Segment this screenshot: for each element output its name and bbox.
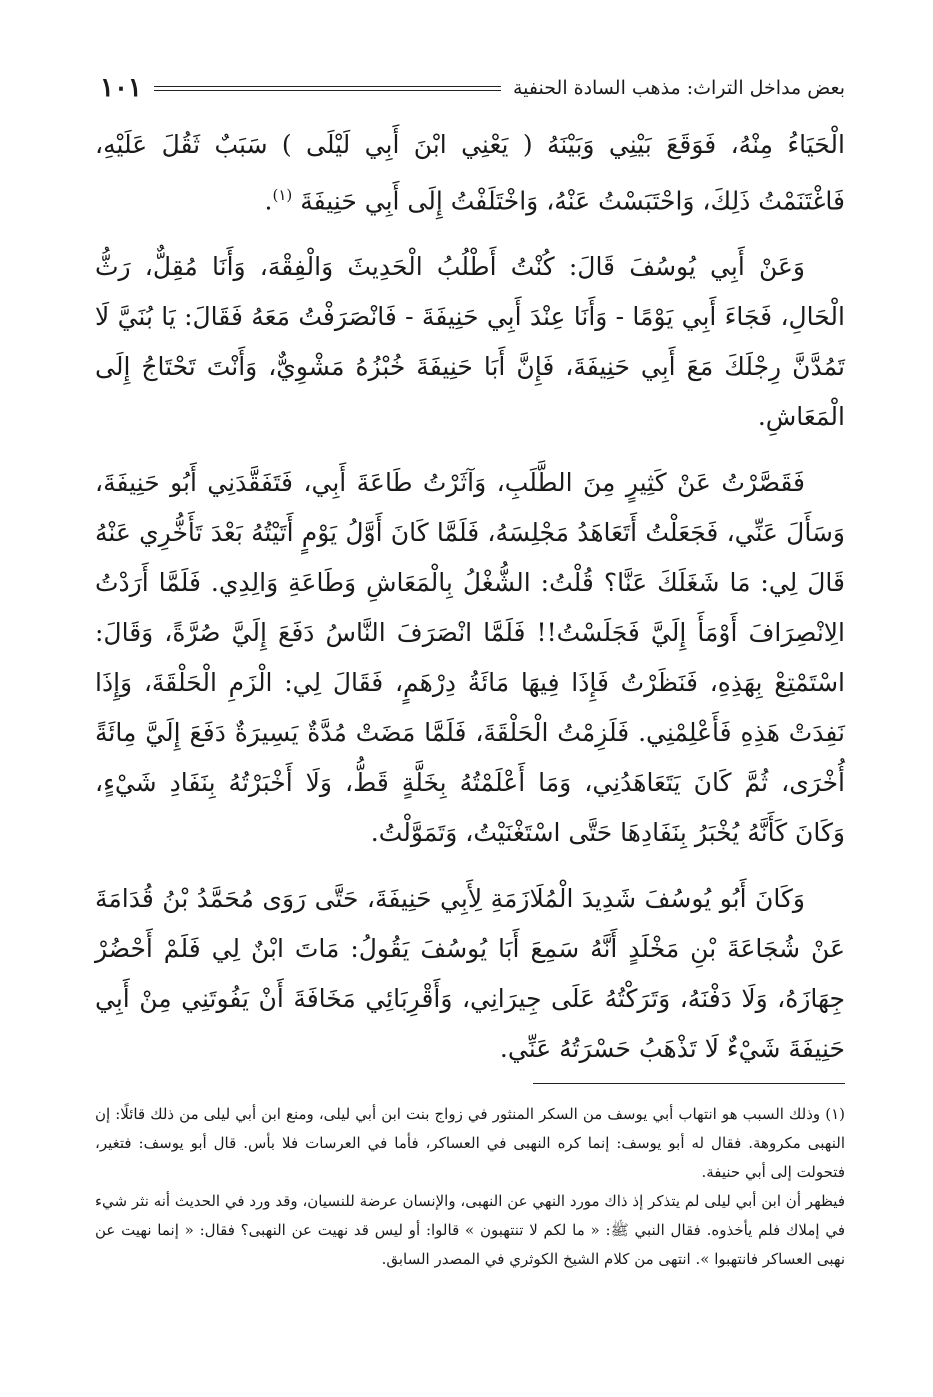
paragraph-4: وَكَانَ أَبُو يُوسُفَ شَدِيدَ الْمُلَازَمَةِ لِأَبِي حَنِيفَةَ، حَتَّى رَوَى مُحَمَّدُ بْنُ قُدَامَةَ عَنْ شُجَاعَةَ بْنِ مَخْلَدٍ أَنَّهُ سَمِعَ أَبَا يُوسُفَ يَقُولُ: مَاتَ ابْنٌ لِي فَلَمْ أَحْضُرْ جِهَازَهُ، وَلَا دَفْنَهُ، وَتَرَكْتُهُ عَلَى جِيرَانِي، وَأَقْرِبَائِي مَخَافَةَ أَنْ يَفُوتَنِي مِنْ أَبِي حَنِيفَةَ شَيْءٌ لَا تَذْهَبُ حَسْرَتُهُ عَنِّي. bbox=[95, 884, 845, 1064]
footnote-1-continued: فيظهر أن ابن أبي ليلى لم يتذكر إذ ذاك مورد النهي عن النهبى، والإنسان عرضة للنسيان، وقد ورد في الحديث أنه نثر شيء في إملاك فلم يأخذوه. فقال النبي ﷺ: « ما لكم لا تنتهبون » قالوا: أو ليس قد نهيت عن النهبى؟ فقال: « إنما نهيت عن نهبى العساكر فانتهبوا ». انتهى من كلام الشيخ الكوثري في المصدر السابق. bbox=[95, 1192, 845, 1268]
page-number: ١٠١ bbox=[100, 73, 142, 103]
header-rule bbox=[154, 86, 501, 91]
paragraph-2: وَعَنْ أَبِي يُوسُفَ قَالَ: كُنْتُ أَطْلُبُ الْحَدِيثَ وَالْفِقْهَ، وَأَنَا مُقِلٌّ، رَثُّ الْحَالِ، فَجَاءَ أَبِي يَوْمًا - وَأَنَا عِنْدَ أَبِي حَنِيفَةَ - فَانْصَرَفْتُ مَعَهُ فَقَالَ: يَا بُنَيَّ لَا تَمُدَّنَّ رِجْلَكَ مَعَ أَبِي حَنِيفَةَ، فَإِنَّ أَبَا حَنِيفَةَ خُبْزُهُ مَشْوِيٌّ، وَأَنْتَ تَحْتَاجُ إِلَى الْمَعَاشِ. bbox=[95, 252, 845, 432]
paragraph-3: فَقَصَّرْتُ عَنْ كَثِيرٍ مِنَ الطَّلَبِ، وَآثَرْتُ طَاعَةَ أَبِي، فَتَفَقَّدَنِي أَبُو حَنِيفَةَ، وَسَأَلَ عَنِّي، فَجَعَلْتُ أَتَعَاهَدُ مَجْلِسَهُ، فَلَمَّا كَانَ أَوَّلُ يَوْمٍ أَتَيْتُهُ بَعْدَ تَأَخُّرِي عَنْهُ قَالَ لِي: مَا شَغَلَكَ عَنَّا؟ قُلْتُ: الشُّغْلُ بِالْمَعَاشِ وَطَاعَةِ وَالِدِي. فَلَمَّا أَرَدْتُ الِانْصِرَافَ أَوْمَأَ إِلَيَّ فَجَلَسْتُ!! فَلَمَّا انْصَرَفَ النَّاسُ دَفَعَ إِلَيَّ صُرَّةً، وَقَالَ: اسْتَمْتِعْ بِهَذِهِ، فَنَظَرْتُ فَإِذَا فِيهَا مَائَةُ دِرْهَمٍ، فَقَالَ لِي: الْزَمِ الْحَلْقَةَ، وَإِذَا نَفِدَتْ هَذِهِ فَأَعْلِمْنِي. فَلَزِمْتُ الْحَلْقَةَ، فَلَمَّا مَضَتْ مُدَّةٌ يَسِيرَةٌ دَفَعَ إِلَيَّ مِائَةً أُخْرَى، ثُمَّ كَانَ يَتَعَاهَدُنِي، وَمَا أَعْلَمْتُهُ بِخَلَّةٍ قَطُّ، وَلَا أَخْبَرْتُهُ بِنَفَادِ شَيْءٍ، وَكَانَ كَأَنَّهُ يُخْبَرُ بِنَفَادِهَا حَتَّى اسْتَغْنَيْتُ، وَتَمَوَّلْتُ. bbox=[95, 468, 845, 848]
footnotes bbox=[95, 1100, 845, 1274]
running-title: بعض مداخل التراث: مذهب السادة الحنفية bbox=[513, 77, 845, 99]
main-text bbox=[95, 120, 845, 1090]
footnote-reference: (١) bbox=[272, 186, 293, 204]
footnote-1: (١) وذلك السبب هو انتهاب أبي يوسف من السكر المنثور في زواج بنت ابن أبي ليلى، ومنع ابن أبي ليلى من ذلك قائلًا: إن النهبى مكروهة. فقال له أبو يوسف: إنما كره النهبى في العساكر، فأما في العرسات فلا بأس. قال أبو يوسف: فتغير، فتحولت إلى أبي حنيفة. bbox=[95, 1105, 845, 1181]
footnote-separator bbox=[533, 1083, 845, 1084]
paragraph-1-end: . bbox=[264, 186, 273, 216]
page-header bbox=[100, 70, 845, 106]
paragraph-1-text: الْحَيَاءُ مِنْهُ، فَوَقَعَ بَيْنِي وَبَيْنَهُ ( يَعْنِي ابْنَ أَبِي لَيْلَى ) سَبَبٌ ثَقُلَ عَلَيْهِ، فَاغْتَنَمْتُ ذَلِكَ، وَاحْتَبَسْتُ عَنْهُ، وَاخْتَلَفْتُ إِلَى أَبِي حَنِيفَةَ bbox=[95, 130, 845, 216]
paragraph-1 bbox=[95, 120, 845, 226]
